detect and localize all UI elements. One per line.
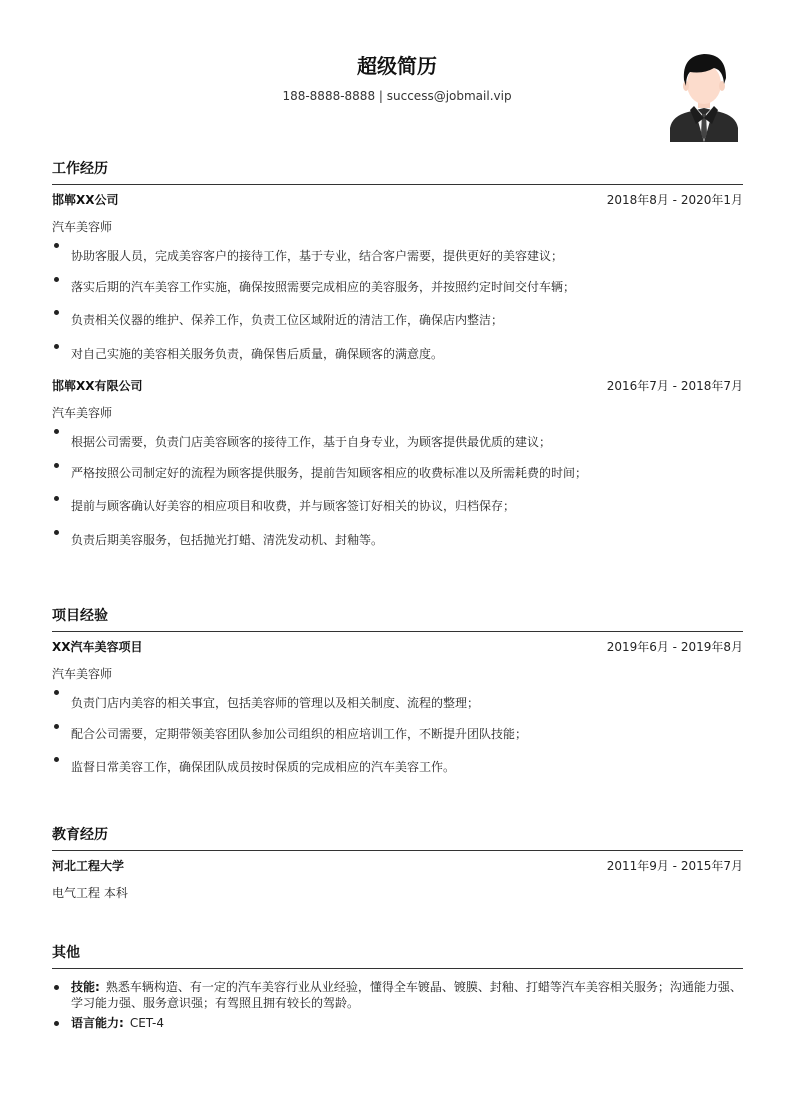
section-title: 工作经历: [52, 155, 743, 185]
entry-organization: 河北工程大学: [52, 859, 125, 873]
entry-date: 2016年7月 - 2018年7月: [606, 379, 743, 393]
entry-bullets: [52, 684, 743, 785]
entry-date: 2019年6月 - 2019年8月: [606, 640, 743, 654]
entry-role: 汽车美容师: [52, 220, 113, 234]
skills-text: 熟悉车辆构造、有一定的汽车美容行业从业经验，懂得全车镀晶、镀膜、封釉、打蜡等汽车美容相关服务；沟通能力强、学习能力强、服务意识强；有驾照且拥有较长的驾龄。: [71, 980, 742, 1010]
skills-item: [52, 979, 743, 1011]
other-section: [52, 939, 743, 1031]
bullet-item: 根据公司需要，负责门店美容顾客的接待工作，基于自身专业，为顾客提供最优质的建议；: [52, 423, 743, 457]
bullet-item: 提前与顾客确认好美容的相应项目和收费，并与顾客签订好相关的协议，归档保存；: [52, 490, 743, 524]
entry-header: [52, 851, 743, 877]
entry-role: 汽车美容师: [52, 406, 113, 420]
contact-info: 188-8888-8888 | success@jobmail.vip: [282, 89, 512, 103]
resume-header: [0, 0, 794, 150]
section-title: 教育经历: [52, 821, 743, 851]
entry-date: 2018年8月 - 2020年1月: [606, 193, 743, 207]
bullet-item: 监督日常美容工作，确保团队成员按时保质的完成相应的汽车美容工作。: [52, 751, 743, 785]
entry-organization: XX汽车美容项目: [52, 640, 143, 654]
entry-date: 2011年9月 - 2015年7月: [606, 859, 743, 873]
entry-bullets: [52, 237, 743, 371]
skills-label: 技能:: [71, 980, 100, 994]
bullet-item: 负责门店内美容的相关事宜，包括美容师的管理以及相关制度、流程的整理；: [52, 684, 743, 718]
person-avatar-icon: [668, 50, 740, 142]
bullet-item: 落实后期的汽车美容工作实施，确保按照需要完成相应的美容服务，并按照约定时间交付车辆；: [52, 271, 743, 305]
language-item: [52, 1015, 743, 1031]
bullet-item: 对自己实施的美容相关服务负责，确保售后质量，确保顾客的满意度。: [52, 338, 743, 372]
resume-name: 超级简历: [357, 54, 437, 78]
bullet-item: 协助客服人员，完成美容客户的接待工作，基于专业，结合客户需要，提供更好的美容建议；: [52, 237, 743, 271]
entry-header: [52, 371, 743, 397]
bullet-item: 严格按照公司制定好的流程为顾客提供服务，提前告知顾客相应的收费标准以及所需耗费的时间；: [52, 457, 743, 491]
project-entry: [52, 632, 743, 785]
bullet-item: 负责后期美容服务，包括抛光打蜡、清洗发动机、封釉等。: [52, 524, 743, 558]
language-label: 语言能力:: [71, 1016, 124, 1030]
work-entry: [52, 185, 743, 371]
entry-role: 汽车美容师: [52, 667, 113, 681]
language-text: CET-4: [129, 1016, 164, 1030]
bullet-item: 负责相关仪器的维护、保养工作，负责工位区域附近的清洁工作，确保店内整洁；: [52, 304, 743, 338]
entry-organization: 邯郸XX公司: [52, 193, 119, 207]
other-list: [52, 979, 743, 1031]
entry-bullets: [52, 423, 743, 557]
education-entry: [52, 851, 743, 903]
bullet-item: 配合公司需要，定期带领美容团队参加公司组织的相应培训工作，不断提升团队技能；: [52, 718, 743, 752]
project-experience-section: [52, 602, 743, 785]
entry-organization: 邯郸XX有限公司: [52, 379, 143, 393]
section-title: 其他: [52, 939, 743, 969]
section-title: 项目经验: [52, 602, 743, 632]
entry-header: [52, 185, 743, 211]
education-section: [52, 821, 743, 903]
work-entry: [52, 371, 743, 557]
entry-header: [52, 632, 743, 658]
work-experience-section: [52, 155, 743, 557]
entry-role: 电气工程 本科: [52, 886, 128, 900]
